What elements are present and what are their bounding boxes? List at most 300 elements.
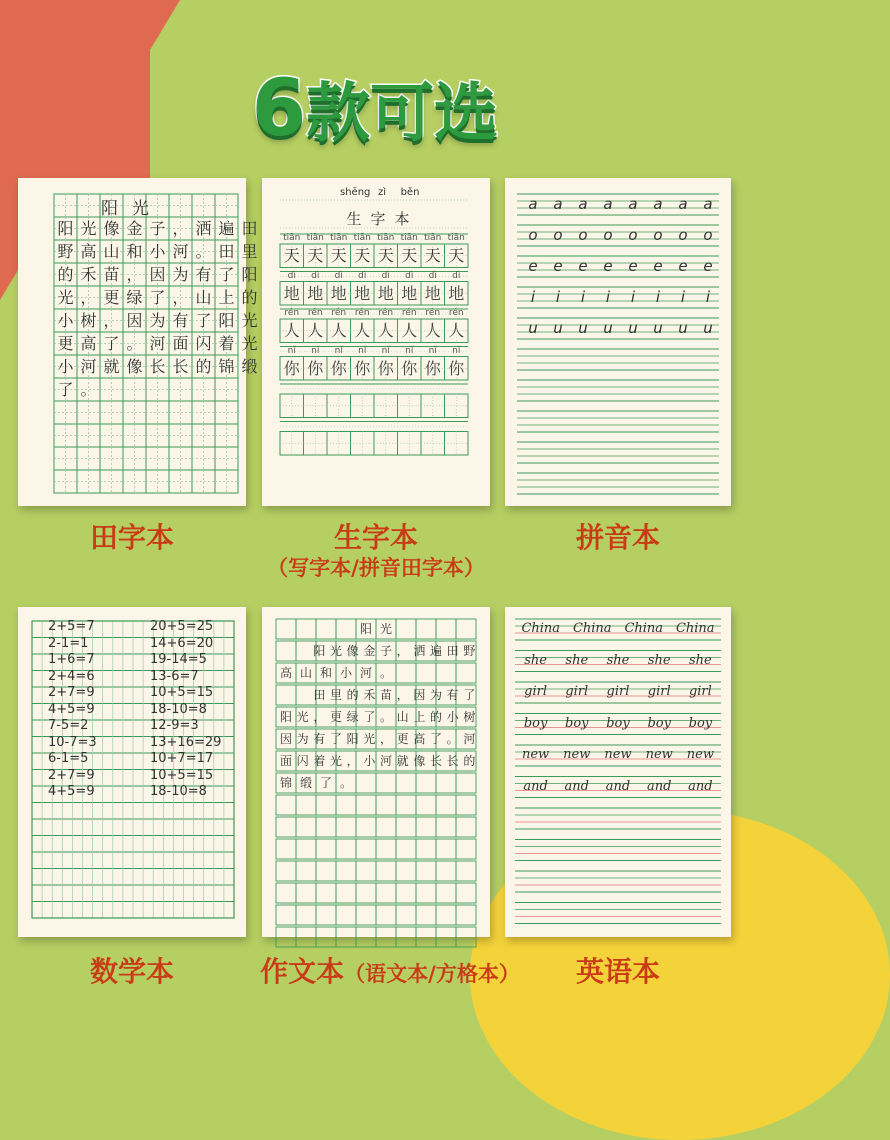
book-tianzi (18, 178, 258, 506)
tianzi-char: ， (80, 288, 97, 307)
shengzi-char: 天 (401, 246, 418, 265)
shuxue-left-eq: 4+5=9 (48, 701, 95, 717)
shengzi-pinyin: rén (448, 308, 464, 318)
shuxue-right-eq: 14+6=20 (150, 635, 214, 651)
pinyin-letter: i (680, 288, 686, 306)
zuowen-char: 小 (363, 754, 376, 768)
pinyin-letter: a (578, 195, 588, 213)
pinyin-letter: u (578, 319, 588, 337)
yingyu-word: China (521, 621, 561, 636)
zuowen-char: 阳 (346, 732, 359, 746)
zuowen-char: 了 (329, 732, 342, 746)
zuowen-char: 高 (413, 732, 426, 746)
yingyu-word: and (646, 778, 672, 794)
tianzi-char: 锦 (218, 357, 235, 376)
pinyin-letter: u (628, 319, 638, 337)
pinyin-letter: u (653, 319, 663, 337)
zuowen-char: 有 (446, 688, 459, 702)
tianzi-char: ， (172, 288, 189, 307)
shengzi-pinyin: nǐ (334, 345, 343, 356)
shengzi-pinyin: tiān (283, 233, 301, 243)
pinyin-letter: u (553, 319, 563, 337)
shengzi-pinyin: nǐ (452, 345, 461, 356)
yingyu-word: girl (647, 684, 671, 699)
zuowen-char: 洒 (413, 644, 426, 658)
caption-zuowen-main: 作文本 (260, 955, 345, 988)
shengzi-char: 人 (448, 321, 465, 340)
tianzi-char: 田 (241, 219, 258, 238)
yingyu-word: and (523, 778, 548, 794)
zuowen-char: 像 (346, 644, 359, 658)
yingyu-word: boy (647, 715, 671, 731)
tianzi-char: 着 (218, 334, 235, 353)
shengzi-pinyin: dì (287, 270, 296, 281)
tianzi-char: 树 (80, 311, 97, 330)
yingyu-word: girl (606, 684, 630, 699)
yingyu-word: boy (565, 715, 589, 731)
zuowen-char: 上 (413, 710, 426, 724)
tianzi-char: 山 (103, 242, 120, 261)
pinyin-letter: o (578, 226, 588, 244)
tianzi-char: 阳 (241, 265, 258, 284)
zuowen-char: 山 (299, 666, 312, 680)
yingyu-word: and (688, 778, 713, 794)
zuowen-char: 阳 (279, 710, 292, 724)
shengzi-char: 天 (448, 246, 465, 265)
shengzi-char: 天 (283, 246, 300, 265)
tianzi-char: 光 (241, 311, 258, 330)
shengzi-pinyin: tiān (353, 233, 371, 243)
tianzi-char: 的 (57, 265, 74, 284)
yingyu-word: new (521, 747, 550, 762)
zuowen-char: 长 (429, 754, 442, 768)
book-yingyu (505, 607, 731, 937)
shengzi-char: 你 (307, 358, 324, 378)
shuxue-right-eq: 13+16=29 (150, 734, 222, 750)
shengzi-char: 地 (448, 283, 465, 303)
pinyin-letter: u (603, 319, 613, 337)
yingyu-word: and (605, 778, 631, 794)
zuowen-char: 禾 (363, 688, 376, 702)
yingyu-word: girl (688, 684, 712, 699)
shengzi-char: 地 (307, 283, 324, 303)
tianzi-char: 遍 (218, 219, 235, 238)
shuxue-left-eq: 2-1=1 (48, 635, 89, 651)
yingyu-word: boy (688, 715, 713, 731)
shengzi-pinyin: rén (284, 308, 300, 318)
pinyin-letter: o (528, 226, 538, 244)
pinyin-letter: u (703, 319, 713, 337)
zuowen-char: 田 (446, 644, 459, 658)
tianzi-char: 里 (241, 242, 258, 261)
title-number: 6 (251, 64, 307, 154)
shengzi-pinyin: nǐ (358, 345, 367, 356)
zuowen-char: 田 (313, 688, 326, 702)
tianzi-char: 子 (149, 219, 166, 238)
shuxue-right-eq: 19-14=5 (150, 652, 207, 667)
zuowen-char: 河 (463, 732, 476, 746)
tianzi-char: 了 (218, 265, 235, 284)
tianzi-char: 为 (149, 311, 166, 330)
caption-shengzi: 生字本 (333, 521, 418, 554)
shengzi-pinyin: tiān (306, 233, 324, 243)
pinyin-letter: a (678, 195, 688, 213)
zuowen-char: ， (346, 754, 359, 768)
shengzi-pinyin: nǐ (381, 345, 390, 356)
shuxue-left-eq: 6-1=5 (48, 751, 89, 766)
tianzi-char: 。 (80, 380, 97, 399)
shengzi-pinyin: rén (425, 308, 441, 318)
pinyin-letter: a (628, 195, 638, 213)
shuxue-left-eq: 10-7=3 (48, 734, 97, 750)
caption-tianzi: 田字本 (89, 521, 174, 554)
zuowen-char: 苗 (379, 688, 392, 702)
shengzi-pinyin: dì (334, 270, 343, 281)
pinyin-letter: o (703, 226, 713, 244)
pinyin-letter: i (580, 288, 586, 306)
tianzi-char: 阳 (218, 311, 235, 330)
tianzi-char: 光 (241, 334, 258, 353)
zuowen-char: ， (396, 688, 409, 702)
shengzi-pinyin: rén (354, 308, 370, 318)
zuowen-char: 。 (379, 710, 392, 724)
pinyin-letter: e (628, 257, 638, 275)
shengzi-pinyin: tiān (377, 233, 395, 243)
tianzi-char: 河 (80, 357, 97, 376)
zuowen-char: 光 (296, 710, 309, 724)
title-text: 款可选 (306, 77, 499, 151)
tianzi-char: 的 (241, 288, 258, 307)
zuowen-char: 河 (359, 666, 372, 680)
shengzi-pinyin: tiān (424, 233, 442, 243)
shengzi-char: 天 (424, 246, 441, 265)
yingyu-word: she (689, 652, 712, 668)
tianzi-char: 像 (103, 219, 120, 238)
yingyu-word: she (647, 652, 671, 668)
tianzi-char: 更 (103, 288, 120, 307)
shengzi-pinyin: rén (331, 308, 347, 318)
shengzi-char: 你 (448, 358, 465, 378)
zuowen-char: 了 (319, 776, 332, 790)
tianzi-char: 光 (57, 288, 74, 307)
tianzi-char: 为 (172, 265, 189, 284)
shuxue-left-eq: 2+4=6 (48, 668, 95, 684)
book-pinyin (505, 178, 731, 506)
shengzi-header-pinyin: běn (400, 187, 420, 198)
tianzi-char: 苗 (103, 265, 120, 284)
pinyin-letter: i (555, 288, 561, 306)
tianzi-char: 高 (80, 334, 97, 353)
page-title (0, 62, 750, 154)
shengzi-char: 你 (377, 358, 394, 378)
pinyin-letter: o (603, 226, 613, 244)
tianzi-char: 洒 (195, 219, 212, 238)
zuowen-char: 小 (446, 710, 459, 724)
shengzi-pinyin: dì (405, 270, 414, 281)
shengzi-char: 地 (330, 283, 347, 303)
tianzi-char: 绿 (126, 288, 143, 307)
shengzi-char: 地 (283, 283, 300, 303)
tianzi-char: 像 (126, 357, 143, 376)
shengzi-pinyin: tiān (447, 233, 465, 243)
zuowen-char: 有 (313, 732, 326, 746)
shuxue-right-eq: 18-10=8 (150, 784, 207, 799)
shengzi-char: 人 (283, 321, 300, 340)
tianzi-heading: 阳光 (101, 199, 163, 219)
zuowen-char: 阳 (313, 644, 326, 658)
tianzi-char: 金 (126, 219, 143, 238)
shuxue-left-eq: 4+5=9 (48, 784, 95, 799)
yingyu-word: China (624, 621, 664, 636)
pinyin-letter: e (603, 257, 613, 275)
pinyin-letter: i (530, 288, 536, 306)
shengzi-header-char: 本 (394, 210, 410, 228)
yingyu-word: new (563, 747, 591, 762)
shuxue-left-eq: 2+7=9 (48, 685, 95, 700)
zuowen-char: 。 (339, 776, 352, 790)
tianzi-char: 了 (103, 334, 120, 353)
tianzi-char: 面 (172, 334, 189, 353)
shengzi-char: 天 (354, 246, 371, 265)
shengzi-char: 人 (377, 321, 394, 340)
tianzi-char: 因 (126, 311, 143, 330)
zuowen-char: 闪 (296, 754, 309, 768)
zuowen-char: 光 (363, 732, 376, 746)
tianzi-char: 。 (195, 242, 212, 261)
shengzi-char: 你 (283, 358, 300, 378)
shengzi-pinyin: nǐ (287, 345, 296, 356)
pinyin-letter: o (678, 226, 688, 244)
shengzi-pinyin: tiān (400, 233, 418, 243)
caption-zuowen-sub: （语文本/方格本） (344, 962, 520, 986)
shengzi-header-char: 字 (370, 210, 386, 228)
tianzi-char: 。 (126, 334, 143, 353)
shuxue-right-eq: 10+5=15 (150, 685, 214, 700)
tianzi-char: 田 (218, 242, 235, 261)
pinyin-letter: i (630, 288, 636, 306)
pinyin-letter: o (628, 226, 638, 244)
zuowen-char: 像 (413, 754, 426, 768)
pinyin-letter: e (528, 257, 538, 275)
yingyu-word: girl (524, 684, 548, 699)
zuowen-char: 光 (329, 754, 342, 768)
tianzi-char: 小 (57, 311, 74, 330)
tianzi-char: 缎 (241, 357, 258, 376)
tianzi-char: 长 (149, 357, 166, 376)
shuxue-left-eq: 7-5=2 (48, 718, 89, 733)
pinyin-letter: e (653, 257, 663, 275)
yingyu-word: girl (565, 684, 589, 699)
caption-pinyin: 拼音本 (575, 521, 660, 554)
yingyu-word: China (675, 621, 715, 636)
zuowen-char: 。 (379, 666, 392, 680)
yingyu-word: new (686, 747, 714, 762)
tianzi-char: 有 (195, 265, 212, 284)
shengzi-pinyin: tiān (330, 233, 348, 243)
shengzi-char: 地 (424, 283, 441, 303)
tianzi-char: ， (172, 219, 189, 238)
tianzi-char: 和 (126, 242, 143, 261)
pinyin-letter: u (528, 319, 538, 337)
tianzi-char: 河 (149, 334, 166, 353)
pinyin-letter: a (603, 195, 613, 213)
zuowen-char: 山 (396, 710, 409, 724)
zuowen-char: 的 (429, 710, 442, 724)
shengzi-char: 你 (424, 358, 441, 378)
zuowen-char: ， (396, 644, 409, 658)
shengzi-char: 地 (401, 283, 418, 303)
zuowen-char: 小 (339, 666, 352, 680)
tianzi-char: 小 (57, 357, 74, 376)
yingyu-word: boy (606, 715, 630, 731)
pinyin-letter: i (605, 288, 611, 306)
zuowen-char: 了 (363, 710, 376, 724)
yingyu-word: new (604, 747, 632, 762)
shuxue-left-eq: 1+6=7 (48, 652, 95, 667)
tianzi-char: 高 (80, 242, 97, 261)
pinyin-letter: e (578, 257, 588, 275)
shengzi-header-char: 生 (346, 210, 362, 228)
caption-zuowen (240, 950, 540, 990)
pinyin-letter: a (703, 195, 713, 213)
tianzi-char: 就 (103, 357, 120, 376)
zuowen-char: 里 (329, 688, 342, 702)
shengzi-pinyin: dì (311, 270, 320, 281)
zuowen-char: ， (379, 732, 392, 746)
pinyin-letter: i (705, 288, 711, 306)
tianzi-char: 长 (172, 357, 189, 376)
caption-shengzi-sub: （写字本/拼音田字本） (267, 556, 485, 580)
zuowen-char: 野 (463, 644, 476, 658)
tianzi-char: 了 (57, 380, 74, 399)
zuowen-char: 为 (296, 732, 309, 746)
tianzi-char: 光 (80, 219, 97, 238)
pinyin-letter: e (553, 257, 563, 275)
zuowen-char: 子 (379, 644, 392, 658)
zuowen-char: 了 (463, 688, 476, 702)
pinyin-letter: a (553, 195, 563, 213)
zuowen-char: 的 (346, 688, 359, 702)
book-shuxue (18, 607, 246, 937)
tianzi-char: 的 (195, 357, 212, 376)
zuowen-char: 因 (279, 732, 292, 746)
shengzi-char: 你 (354, 358, 371, 378)
zuowen-char: 着 (313, 754, 326, 768)
shengzi-char: 地 (377, 283, 394, 303)
shuxue-right-eq: 12-9=3 (150, 718, 199, 733)
zuowen-char: 锦 (279, 776, 292, 790)
shengzi-char: 人 (354, 321, 371, 340)
tianzi-char: 闪 (195, 334, 212, 353)
tianzi-char: 阳 (57, 219, 74, 238)
tianzi-char: 野 (57, 242, 74, 261)
shuxue-right-eq: 18-10=8 (150, 701, 207, 717)
zuowen-char: 和 (319, 666, 332, 680)
zuowen-char: 因 (413, 688, 426, 702)
shuxue-left-eq: 2+7=9 (48, 767, 95, 783)
shengzi-char: 天 (377, 246, 394, 265)
shuxue-right-eq: 10+5=15 (150, 767, 214, 783)
yingyu-word: boy (523, 715, 548, 731)
shengzi-char: 你 (330, 358, 347, 378)
tianzi-char: 了 (149, 288, 166, 307)
pinyin-letter: e (678, 257, 688, 275)
shengzi-char: 人 (401, 321, 418, 340)
tianzi-char: 更 (57, 334, 74, 353)
tianzi-char: 禾 (80, 265, 97, 284)
pinyin-letter: o (553, 226, 563, 244)
shuxue-right-eq: 10+7=17 (150, 751, 214, 766)
pinyin-letter: i (655, 288, 661, 306)
zuowen-char: 长 (446, 754, 459, 768)
yingyu-word: she (524, 652, 547, 668)
zuowen-char: 河 (379, 754, 392, 768)
shengzi-pinyin: nǐ (428, 345, 437, 356)
yingyu-word: and (564, 778, 589, 794)
shengzi-char: 人 (424, 321, 441, 340)
shengzi-pinyin: nǐ (405, 345, 414, 356)
zuowen-char: 。 (446, 732, 459, 746)
zuowen-char: ， (313, 710, 326, 724)
caption-shuxue: 数学本 (89, 955, 174, 988)
shengzi-char: 人 (330, 321, 347, 340)
pinyin-letter: u (678, 319, 688, 337)
tianzi-char: 了 (195, 311, 212, 330)
shengzi-char: 天 (307, 246, 324, 265)
pinyin-letter: e (703, 257, 713, 275)
shengzi-char: 你 (401, 358, 418, 378)
pinyin-letter: a (528, 195, 538, 213)
pinyin-letter: o (653, 226, 663, 244)
tianzi-char: 上 (218, 288, 235, 307)
tianzi-char: ， (126, 265, 143, 284)
tianzi-char: 河 (172, 242, 189, 261)
shengzi-pinyin: rén (307, 308, 323, 318)
shuxue-right-eq: 13-6=7 (150, 668, 199, 684)
tianzi-char: 因 (149, 265, 166, 284)
zuowen-heading-char: 阳 (359, 622, 372, 636)
shengzi-char: 人 (307, 321, 324, 340)
zuowen-char: 金 (363, 644, 376, 658)
zuowen-char: 面 (279, 754, 292, 768)
shengzi-pinyin: dì (358, 270, 367, 281)
shengzi-pinyin: dì (381, 270, 390, 281)
shengzi-pinyin: rén (401, 308, 417, 318)
zuowen-char: 为 (429, 688, 442, 702)
shengzi-char: 天 (330, 246, 347, 265)
zuowen-char: 遍 (429, 644, 442, 658)
shengzi-header-pinyin: zì (377, 187, 387, 198)
caption-yingyu: 英语本 (575, 955, 660, 988)
zuowen-char: 了 (429, 732, 442, 746)
shengzi-pinyin: dì (452, 270, 461, 281)
zuowen-char: 高 (279, 666, 292, 680)
shengzi-pinyin: nǐ (311, 345, 320, 356)
yingyu-word: China (572, 621, 612, 636)
shuxue-right-eq: 20+5=25 (150, 619, 214, 634)
zuowen-char: 的 (463, 754, 476, 768)
zuowen-char: 树 (463, 710, 476, 724)
zuowen-char: 更 (396, 732, 409, 746)
shengzi-header-pinyin: shēng (340, 187, 371, 198)
shengzi-pinyin: rén (378, 308, 394, 318)
shengzi-pinyin: dì (428, 270, 437, 281)
book-shengzi (262, 178, 490, 506)
tianzi-char: 山 (195, 288, 212, 307)
tianzi-char: 小 (149, 242, 166, 261)
zuowen-char: 缎 (299, 776, 312, 790)
zuowen-char: 更 (329, 710, 342, 724)
